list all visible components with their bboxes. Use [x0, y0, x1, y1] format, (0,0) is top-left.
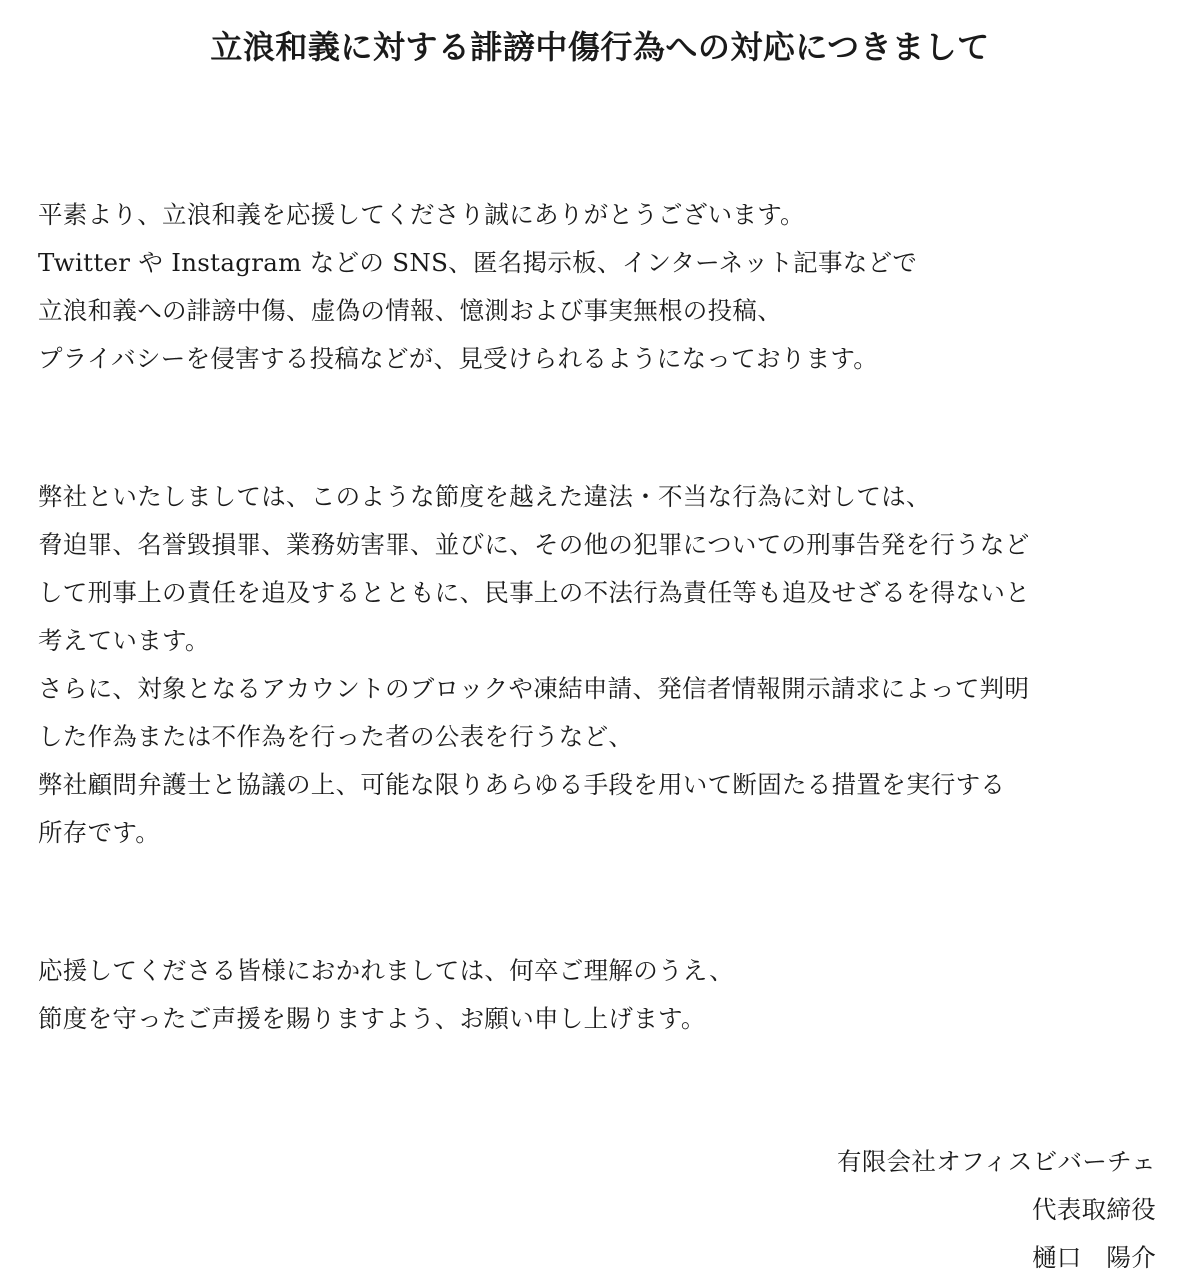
document-title: 立浪和義に対する誹謗中傷行為への対応につきまして: [210, 28, 990, 66]
signature-name: 樋口 陽介: [1032, 1243, 1156, 1272]
paragraph-line: 考えています。: [38, 626, 210, 655]
paragraph-line: 立浪和義への誹謗中傷、虚偽の情報、憶測および事実無根の投稿、: [38, 296, 782, 325]
signature-company: 有限会社オフィスビバーチェ: [837, 1147, 1156, 1176]
paragraph-line: 平素より、立浪和義を応援してくださり誠にありがとうございます。: [38, 200, 805, 229]
paragraph-greeting: [38, 191, 1168, 383]
paragraph-legal-action: [38, 473, 1168, 857]
paragraph-line: 脅迫罪、名誉毀損罪、業務妨害罪、並びに、その他の犯罪についての刑事告発を行うなど: [38, 530, 1030, 559]
paragraph-line: 応援してくださる皆様におかれましては、何卒ご理解のうえ、: [38, 956, 734, 985]
signature-position: 代表取締役: [1032, 1195, 1156, 1224]
paragraph-line: さらに、対象となるアカウントのブロックや凍結申請、発信者情報開示請求によって判明: [38, 674, 1030, 703]
paragraph-line: Twitter や Instagram などの SNS、匿名掲示板、インターネット記事などで: [38, 248, 918, 277]
paragraph-line: した作為または不作為を行った者の公表を行うなど、: [38, 722, 634, 751]
paragraph-line: 弊社顧問弁護士と協議の上、可能な限りあらゆる手段を用いて断固たる措置を実行する: [38, 770, 1006, 799]
signature-block: [837, 1138, 1156, 1282]
paragraph-closing: [38, 947, 1168, 1043]
paragraph-line: して刑事上の責任を追及するとともに、民事上の不法行為責任等も追及せざるを得ないと: [38, 578, 1030, 607]
paragraph-line: 所存です。: [38, 818, 161, 847]
paragraph-line: プライバシーを侵害する投稿などが、見受けられるようになっております。: [38, 344, 879, 373]
paragraph-line: 節度を守ったご声援を賜りますよう、お願い申し上げます。: [38, 1004, 706, 1033]
paragraph-line: 弊社といたしましては、このような節度を越えた違法・不当な行為に対しては、: [38, 482, 931, 511]
